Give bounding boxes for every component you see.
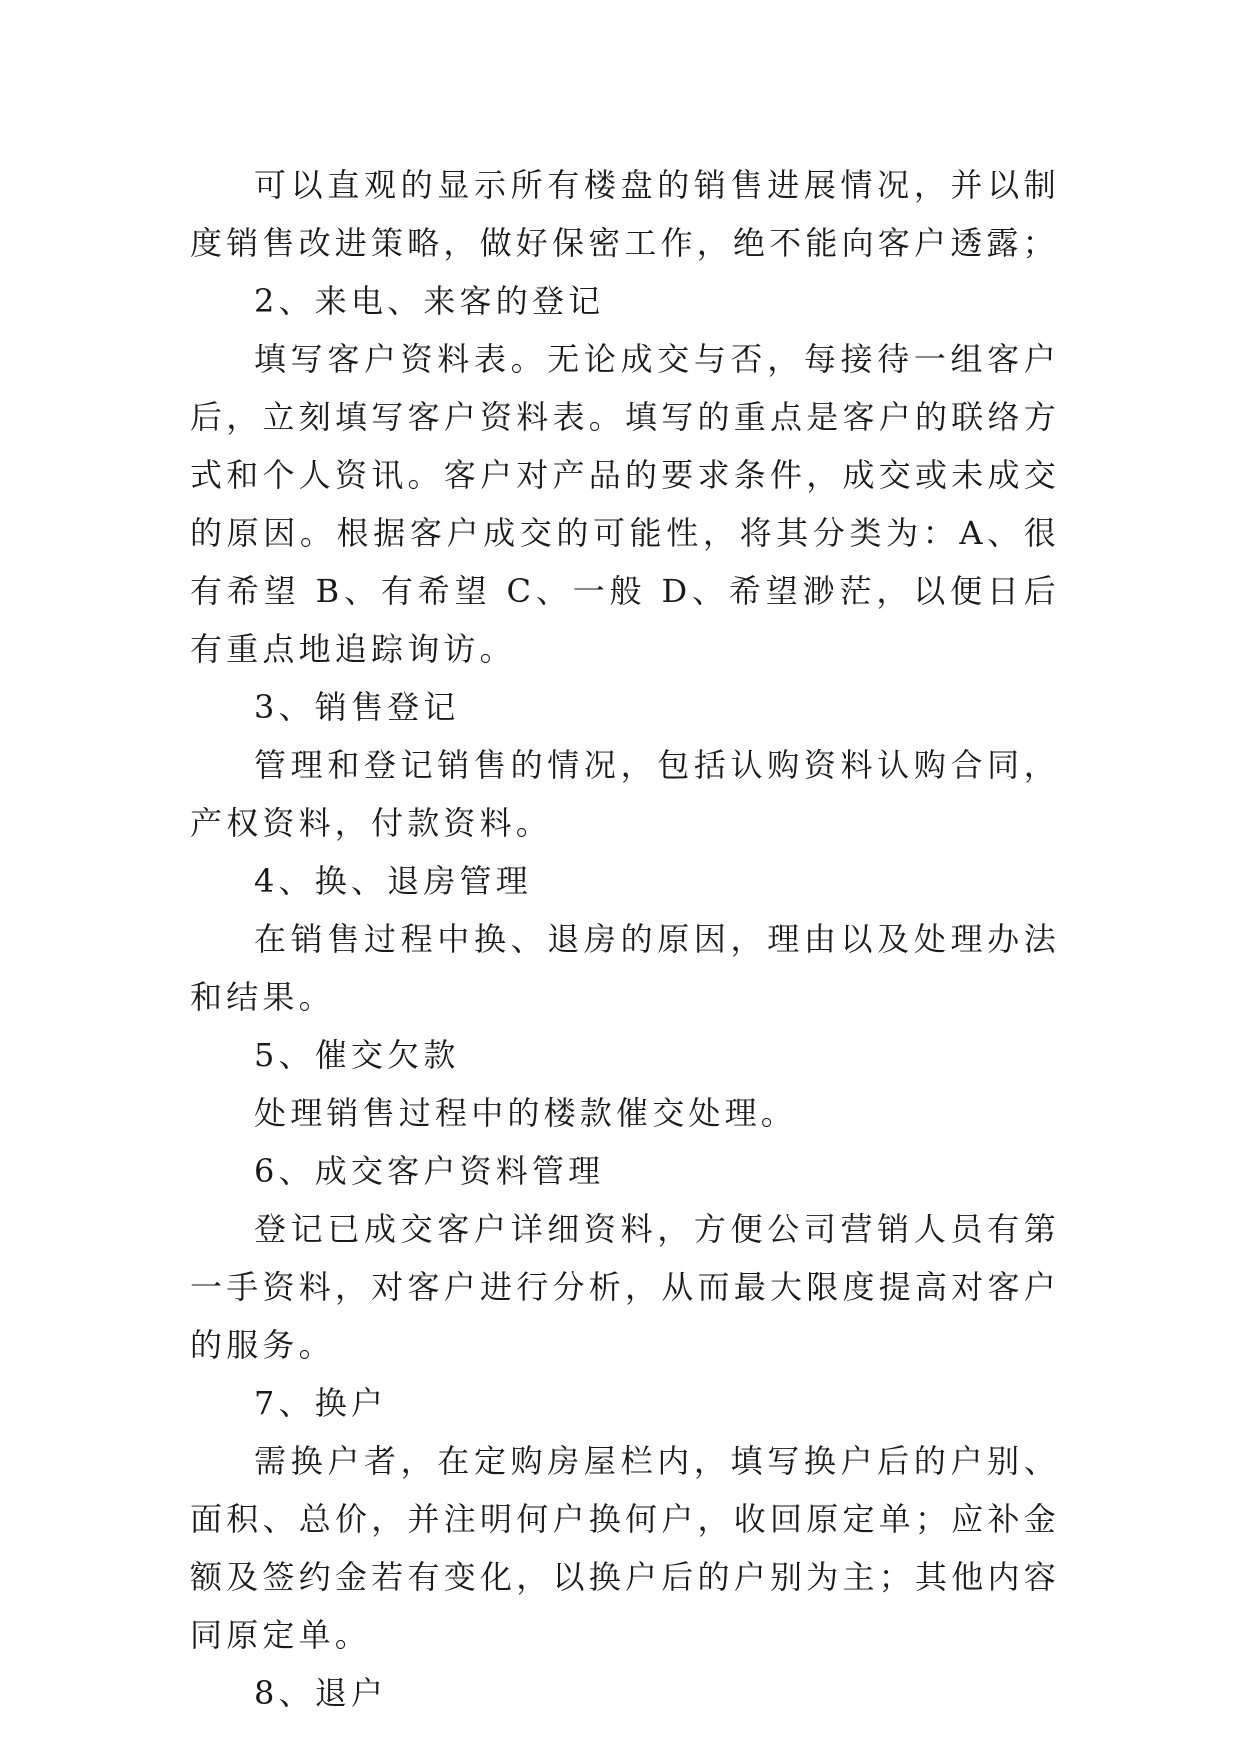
document-body [190, 156, 1060, 1722]
paragraph-unit-exchange: 需换户者，在定购房屋栏内，填写换户后的户别、面积、总价，并注明何户换何户，收回原定单；应补金额及签约金若有变化，以换户后的户别为主；其他内容同原定单。 [190, 1442, 1060, 1654]
heading-sales-registration: 3、销售登记 [254, 688, 460, 726]
paragraph-sales-management: 管理和登记销售的情况，包括认购资料认购合同，产权资料，付款资料。 [190, 746, 1060, 842]
paragraph-sales-overview: 可以直观的显示所有楼盘的销售进展情况，并以制度销售改进策略，做好保密工作，绝不能向客户透露； [190, 166, 1060, 262]
paragraph-exchange-return: 在销售过程中换、退房的原因，理由以及处理办法和结果。 [190, 920, 1060, 1016]
paragraph-customer-data: 登记已成交客户详细资料，方便公司营销人员有第一手资料，对客户进行分析，从而最大限度提高对客户的服务。 [190, 1210, 1060, 1364]
heading-unit-exchange: 7、换户 [254, 1384, 388, 1422]
paragraph-customer-form: 填写客户资料表。无论成交与否，每接待一组客户后，立刻填写客户资料表。填写的重点是客户的联络方式和个人资讯。客户对产品的要求条件，成交或未成交的原因。根据客户成交的可能性，将其分类为：A、很有希望 B、有希望 C、一般 D、希望渺茫，以便日后有重点地追踪询访。 [190, 340, 1060, 668]
heading-call-visit-registration: 2、来电、来客的登记 [254, 282, 605, 320]
paragraph-payment-collection: 处理销售过程中的楼款催交处理。 [254, 1094, 798, 1132]
heading-unit-return: 8、退户 [254, 1674, 388, 1712]
heading-payment-collection: 5、催交欠款 [254, 1036, 460, 1074]
heading-customer-data: 6、成交客户资料管理 [254, 1152, 605, 1190]
heading-exchange-return: 4、换、退房管理 [254, 862, 532, 900]
